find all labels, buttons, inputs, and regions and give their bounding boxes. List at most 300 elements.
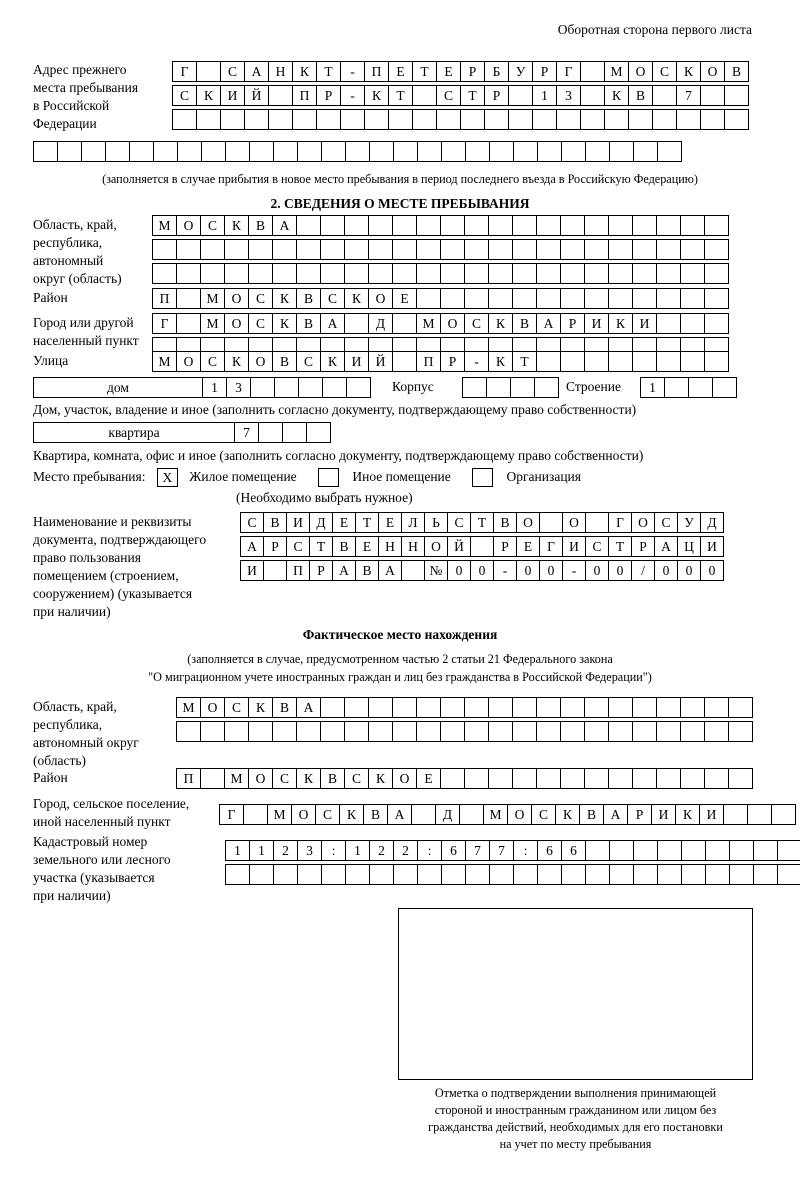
char-cell[interactable] xyxy=(632,263,657,284)
char-cell[interactable]: М xyxy=(224,768,249,789)
char-cell[interactable]: Т xyxy=(412,61,437,82)
char-cell[interactable]: В xyxy=(296,313,321,334)
char-cell[interactable] xyxy=(560,215,585,236)
char-cell[interactable] xyxy=(460,109,485,130)
char-cell[interactable]: Й xyxy=(447,536,471,557)
char-cell[interactable]: К xyxy=(292,61,317,82)
char-cell[interactable]: О xyxy=(628,61,653,82)
char-cell[interactable]: И xyxy=(584,313,609,334)
char-cell[interactable] xyxy=(129,141,154,162)
char-cell[interactable] xyxy=(248,239,273,260)
char-cell[interactable] xyxy=(512,215,537,236)
char-cell[interactable] xyxy=(364,109,389,130)
char-cell[interactable]: С xyxy=(286,536,310,557)
char-cell[interactable] xyxy=(243,804,268,825)
char-cell[interactable] xyxy=(680,263,705,284)
char-cell[interactable] xyxy=(176,721,201,742)
char-cell[interactable]: С xyxy=(447,512,471,533)
char-cell[interactable] xyxy=(704,351,729,372)
char-cell[interactable]: М xyxy=(200,288,225,309)
char-cell[interactable]: Г xyxy=(539,536,563,557)
char-cell[interactable]: Т xyxy=(309,536,333,557)
char-cell[interactable] xyxy=(680,239,705,260)
char-cell[interactable] xyxy=(224,239,249,260)
char-cell[interactable]: О xyxy=(224,313,249,334)
char-cell[interactable] xyxy=(320,263,345,284)
char-cell[interactable] xyxy=(680,768,705,789)
section2-district-row[interactable] xyxy=(152,288,728,309)
char-cell[interactable]: 2 xyxy=(369,840,394,861)
char-cell[interactable] xyxy=(176,288,201,309)
char-cell[interactable] xyxy=(632,768,657,789)
char-cell[interactable] xyxy=(728,697,753,718)
char-cell[interactable]: 1 xyxy=(532,85,557,106)
char-cell[interactable] xyxy=(680,313,705,334)
char-cell[interactable] xyxy=(368,721,393,742)
char-cell[interactable] xyxy=(608,721,633,742)
char-cell[interactable] xyxy=(462,377,487,398)
char-cell[interactable] xyxy=(392,313,417,334)
char-cell[interactable]: Е xyxy=(516,536,540,557)
char-cell[interactable]: 2 xyxy=(273,840,298,861)
char-cell[interactable] xyxy=(401,560,425,581)
char-cell[interactable]: Ц xyxy=(677,536,701,557)
char-cell[interactable]: Н xyxy=(378,536,402,557)
char-cell[interactable] xyxy=(440,697,465,718)
char-cell[interactable]: 3 xyxy=(297,840,322,861)
char-cell[interactable]: Р xyxy=(440,351,465,372)
char-cell[interactable] xyxy=(704,263,729,284)
char-cell[interactable] xyxy=(464,215,489,236)
char-cell[interactable] xyxy=(536,768,561,789)
char-cell[interactable] xyxy=(224,721,249,742)
char-cell[interactable]: А xyxy=(332,560,356,581)
char-cell[interactable]: К xyxy=(555,804,580,825)
char-cell[interactable] xyxy=(465,864,490,885)
char-cell[interactable]: Е xyxy=(416,768,441,789)
char-cell[interactable] xyxy=(512,768,537,789)
char-cell[interactable] xyxy=(656,239,681,260)
char-cell[interactable] xyxy=(656,313,681,334)
char-cell[interactable]: С xyxy=(272,768,297,789)
char-cell[interactable] xyxy=(320,697,345,718)
char-cell[interactable]: Ь xyxy=(424,512,448,533)
char-cell[interactable]: Р xyxy=(560,313,585,334)
char-cell[interactable] xyxy=(633,864,658,885)
char-cell[interactable] xyxy=(704,721,729,742)
char-cell[interactable] xyxy=(771,804,796,825)
char-cell[interactable] xyxy=(392,721,417,742)
char-cell[interactable] xyxy=(392,351,417,372)
char-cell[interactable] xyxy=(681,840,706,861)
char-cell[interactable]: С xyxy=(585,536,609,557)
char-cell[interactable]: К xyxy=(364,85,389,106)
char-cell[interactable] xyxy=(580,109,605,130)
char-cell[interactable]: - xyxy=(493,560,517,581)
char-cell[interactable]: А xyxy=(272,215,297,236)
char-cell[interactable]: : xyxy=(321,840,346,861)
char-cell[interactable] xyxy=(321,864,346,885)
char-cell[interactable]: А xyxy=(654,536,678,557)
char-cell[interactable]: 0 xyxy=(539,560,563,581)
char-cell[interactable] xyxy=(176,239,201,260)
char-cell[interactable] xyxy=(664,377,689,398)
char-cell[interactable] xyxy=(632,697,657,718)
char-cell[interactable] xyxy=(609,141,634,162)
stamp-area[interactable] xyxy=(398,908,753,1080)
char-cell[interactable] xyxy=(249,141,274,162)
char-cell[interactable]: К xyxy=(272,288,297,309)
char-cell[interactable] xyxy=(584,239,609,260)
char-cell[interactable] xyxy=(513,864,538,885)
char-cell[interactable] xyxy=(268,109,293,130)
char-cell[interactable] xyxy=(244,109,269,130)
char-cell[interactable]: О xyxy=(562,512,586,533)
char-cell[interactable]: 3 xyxy=(226,377,251,398)
char-cell[interactable] xyxy=(200,263,225,284)
char-cell[interactable]: С xyxy=(172,85,197,106)
char-cell[interactable] xyxy=(436,109,461,130)
char-cell[interactable] xyxy=(464,263,489,284)
char-cell[interactable]: П xyxy=(152,288,177,309)
char-cell[interactable] xyxy=(560,239,585,260)
char-cell[interactable] xyxy=(320,215,345,236)
char-cell[interactable] xyxy=(297,864,322,885)
char-cell[interactable]: - xyxy=(562,560,586,581)
char-cell[interactable] xyxy=(224,263,249,284)
char-cell[interactable] xyxy=(652,85,677,106)
char-cell[interactable] xyxy=(777,840,800,861)
char-cell[interactable] xyxy=(250,377,275,398)
char-cell[interactable]: К xyxy=(676,61,701,82)
char-cell[interactable] xyxy=(536,697,561,718)
char-cell[interactable] xyxy=(416,721,441,742)
char-cell[interactable] xyxy=(508,85,533,106)
section2-street-row[interactable] xyxy=(152,351,728,372)
char-cell[interactable] xyxy=(580,61,605,82)
char-cell[interactable] xyxy=(633,141,658,162)
char-cell[interactable]: А xyxy=(240,536,264,557)
char-cell[interactable] xyxy=(344,721,369,742)
char-cell[interactable]: Б xyxy=(484,61,509,82)
char-cell[interactable]: О xyxy=(248,768,273,789)
char-cell[interactable]: Н xyxy=(401,536,425,557)
char-cell[interactable] xyxy=(700,85,725,106)
char-cell[interactable]: Г xyxy=(556,61,581,82)
actual-region-row-2[interactable] xyxy=(176,721,752,742)
char-cell[interactable] xyxy=(604,109,629,130)
char-cell[interactable] xyxy=(416,215,441,236)
char-cell[interactable]: М xyxy=(483,804,508,825)
char-cell[interactable] xyxy=(388,109,413,130)
char-cell[interactable] xyxy=(440,215,465,236)
char-cell[interactable]: С xyxy=(654,512,678,533)
char-cell[interactable]: В xyxy=(332,536,356,557)
char-cell[interactable]: 1 xyxy=(202,377,227,398)
char-cell[interactable]: Г xyxy=(608,512,632,533)
char-cell[interactable]: 7 xyxy=(234,422,259,443)
char-cell[interactable] xyxy=(632,721,657,742)
char-cell[interactable] xyxy=(249,864,274,885)
char-cell[interactable] xyxy=(704,288,729,309)
char-cell[interactable] xyxy=(584,263,609,284)
char-cell[interactable]: № xyxy=(424,560,448,581)
char-cell[interactable] xyxy=(441,864,466,885)
char-cell[interactable]: 0 xyxy=(700,560,724,581)
char-cell[interactable] xyxy=(608,263,633,284)
char-cell[interactable] xyxy=(345,864,370,885)
stroenie-cells[interactable] xyxy=(640,377,736,398)
section2-region-row-1[interactable] xyxy=(152,215,728,236)
char-cell[interactable] xyxy=(412,109,437,130)
char-cell[interactable]: П xyxy=(176,768,201,789)
char-cell[interactable] xyxy=(322,377,347,398)
char-cell[interactable]: Д xyxy=(435,804,460,825)
char-cell[interactable]: Р xyxy=(263,536,287,557)
char-cell[interactable] xyxy=(488,263,513,284)
char-cell[interactable] xyxy=(704,239,729,260)
char-cell[interactable]: С xyxy=(240,512,264,533)
char-cell[interactable] xyxy=(172,109,197,130)
char-cell[interactable] xyxy=(225,864,250,885)
char-cell[interactable] xyxy=(416,288,441,309)
char-cell[interactable] xyxy=(632,351,657,372)
char-cell[interactable]: С xyxy=(296,351,321,372)
char-cell[interactable]: Р xyxy=(493,536,517,557)
char-cell[interactable] xyxy=(464,239,489,260)
char-cell[interactable] xyxy=(296,239,321,260)
char-cell[interactable] xyxy=(200,721,225,742)
char-cell[interactable] xyxy=(220,109,245,130)
char-cell[interactable]: А xyxy=(320,313,345,334)
char-cell[interactable] xyxy=(657,864,682,885)
char-cell[interactable] xyxy=(345,141,370,162)
char-cell[interactable] xyxy=(536,239,561,260)
char-cell[interactable]: К xyxy=(296,768,321,789)
char-cell[interactable]: И xyxy=(651,804,676,825)
prev-address-row-3[interactable] xyxy=(172,109,748,130)
char-cell[interactable] xyxy=(416,263,441,284)
char-cell[interactable] xyxy=(656,697,681,718)
char-cell[interactable]: В xyxy=(248,215,273,236)
char-cell[interactable] xyxy=(608,768,633,789)
char-cell[interactable] xyxy=(657,840,682,861)
char-cell[interactable]: 0 xyxy=(677,560,701,581)
char-cell[interactable]: П xyxy=(416,351,441,372)
char-cell[interactable] xyxy=(560,351,585,372)
cadastral-row-2[interactable] xyxy=(225,864,800,885)
char-cell[interactable] xyxy=(470,536,494,557)
char-cell[interactable] xyxy=(368,263,393,284)
char-cell[interactable] xyxy=(321,141,346,162)
char-cell[interactable]: - xyxy=(340,61,365,82)
char-cell[interactable]: Й xyxy=(368,351,393,372)
char-cell[interactable] xyxy=(368,239,393,260)
char-cell[interactable] xyxy=(724,109,749,130)
char-cell[interactable]: : xyxy=(513,840,538,861)
char-cell[interactable] xyxy=(512,263,537,284)
char-cell[interactable]: Р xyxy=(627,804,652,825)
char-cell[interactable] xyxy=(488,215,513,236)
char-cell[interactable] xyxy=(200,768,225,789)
char-cell[interactable]: О xyxy=(631,512,655,533)
char-cell[interactable] xyxy=(344,313,369,334)
char-cell[interactable] xyxy=(747,804,772,825)
char-cell[interactable] xyxy=(176,313,201,334)
char-cell[interactable]: Й xyxy=(244,85,269,106)
char-cell[interactable] xyxy=(248,263,273,284)
char-cell[interactable]: С xyxy=(320,288,345,309)
char-cell[interactable] xyxy=(704,768,729,789)
char-cell[interactable]: К xyxy=(224,215,249,236)
char-cell[interactable]: Г xyxy=(172,61,197,82)
flat-cells[interactable] xyxy=(234,422,330,443)
char-cell[interactable]: О xyxy=(200,697,225,718)
char-cell[interactable] xyxy=(704,313,729,334)
char-cell[interactable] xyxy=(656,721,681,742)
char-cell[interactable] xyxy=(392,697,417,718)
char-cell[interactable]: 7 xyxy=(489,840,514,861)
char-cell[interactable]: А xyxy=(296,697,321,718)
char-cell[interactable]: Д xyxy=(700,512,724,533)
checkbox-organization[interactable] xyxy=(472,468,493,487)
char-cell[interactable]: Л xyxy=(401,512,425,533)
char-cell[interactable] xyxy=(753,840,778,861)
char-cell[interactable] xyxy=(508,109,533,130)
char-cell[interactable]: С xyxy=(344,768,369,789)
char-cell[interactable]: М xyxy=(152,351,177,372)
char-cell[interactable]: С xyxy=(464,313,489,334)
char-cell[interactable]: С xyxy=(224,697,249,718)
char-cell[interactable]: 1 xyxy=(640,377,665,398)
char-cell[interactable]: И xyxy=(699,804,724,825)
char-cell[interactable] xyxy=(282,422,307,443)
char-cell[interactable]: В xyxy=(272,351,297,372)
char-cell[interactable] xyxy=(296,721,321,742)
char-cell[interactable] xyxy=(705,864,730,885)
char-cell[interactable] xyxy=(273,141,298,162)
char-cell[interactable] xyxy=(368,697,393,718)
char-cell[interactable]: О xyxy=(516,512,540,533)
char-cell[interactable] xyxy=(560,697,585,718)
char-cell[interactable]: Н xyxy=(268,61,293,82)
char-cell[interactable]: В xyxy=(363,804,388,825)
char-cell[interactable]: Г xyxy=(219,804,244,825)
char-cell[interactable]: О xyxy=(440,313,465,334)
char-cell[interactable] xyxy=(532,109,557,130)
char-cell[interactable]: 0 xyxy=(470,560,494,581)
char-cell[interactable]: А xyxy=(536,313,561,334)
char-cell[interactable] xyxy=(656,288,681,309)
char-cell[interactable] xyxy=(392,263,417,284)
char-cell[interactable] xyxy=(440,239,465,260)
char-cell[interactable]: Т xyxy=(512,351,537,372)
char-cell[interactable] xyxy=(632,215,657,236)
char-cell[interactable] xyxy=(680,215,705,236)
char-cell[interactable] xyxy=(344,215,369,236)
char-cell[interactable]: К xyxy=(224,351,249,372)
char-cell[interactable] xyxy=(440,768,465,789)
doc-row-3[interactable] xyxy=(240,560,723,581)
char-cell[interactable] xyxy=(560,288,585,309)
char-cell[interactable] xyxy=(176,263,201,284)
char-cell[interactable]: М xyxy=(152,215,177,236)
char-cell[interactable] xyxy=(440,263,465,284)
char-cell[interactable]: И xyxy=(286,512,310,533)
char-cell[interactable] xyxy=(417,864,442,885)
char-cell[interactable]: Р xyxy=(532,61,557,82)
cadastral-row-1[interactable] xyxy=(225,840,800,861)
char-cell[interactable] xyxy=(537,141,562,162)
char-cell[interactable] xyxy=(724,85,749,106)
char-cell[interactable] xyxy=(628,109,653,130)
char-cell[interactable] xyxy=(584,351,609,372)
char-cell[interactable] xyxy=(344,263,369,284)
char-cell[interactable]: С xyxy=(652,61,677,82)
char-cell[interactable] xyxy=(297,141,322,162)
char-cell[interactable]: С xyxy=(315,804,340,825)
char-cell[interactable] xyxy=(292,109,317,130)
char-cell[interactable] xyxy=(440,288,465,309)
char-cell[interactable] xyxy=(584,721,609,742)
char-cell[interactable]: О xyxy=(700,61,725,82)
char-cell[interactable] xyxy=(681,864,706,885)
prev-address-row-2[interactable] xyxy=(172,85,748,106)
char-cell[interactable] xyxy=(392,215,417,236)
char-cell[interactable] xyxy=(393,864,418,885)
char-cell[interactable] xyxy=(676,109,701,130)
char-cell[interactable] xyxy=(344,697,369,718)
char-cell[interactable]: О xyxy=(176,215,201,236)
char-cell[interactable]: О xyxy=(176,351,201,372)
char-cell[interactable] xyxy=(464,721,489,742)
char-cell[interactable]: О xyxy=(224,288,249,309)
char-cell[interactable] xyxy=(441,141,466,162)
char-cell[interactable]: М xyxy=(604,61,629,82)
char-cell[interactable] xyxy=(346,377,371,398)
char-cell[interactable]: 2 xyxy=(393,840,418,861)
char-cell[interactable] xyxy=(585,141,610,162)
char-cell[interactable]: Р xyxy=(484,85,509,106)
char-cell[interactable]: А xyxy=(603,804,628,825)
char-cell[interactable] xyxy=(700,109,725,130)
char-cell[interactable] xyxy=(680,697,705,718)
char-cell[interactable] xyxy=(705,840,730,861)
char-cell[interactable]: Р xyxy=(316,85,341,106)
char-cell[interactable] xyxy=(464,288,489,309)
char-cell[interactable] xyxy=(632,239,657,260)
char-cell[interactable]: К xyxy=(320,351,345,372)
char-cell[interactable] xyxy=(272,239,297,260)
char-cell[interactable]: / xyxy=(631,560,655,581)
char-cell[interactable] xyxy=(416,697,441,718)
char-cell[interactable]: Е xyxy=(392,288,417,309)
char-cell[interactable] xyxy=(273,864,298,885)
char-cell[interactable] xyxy=(225,141,250,162)
char-cell[interactable] xyxy=(680,351,705,372)
char-cell[interactable] xyxy=(536,215,561,236)
char-cell[interactable]: Е xyxy=(378,512,402,533)
char-cell[interactable] xyxy=(200,239,225,260)
char-cell[interactable] xyxy=(729,840,754,861)
char-cell[interactable] xyxy=(320,239,345,260)
char-cell[interactable] xyxy=(484,109,509,130)
char-cell[interactable] xyxy=(537,864,562,885)
char-cell[interactable]: И xyxy=(220,85,245,106)
char-cell[interactable] xyxy=(753,864,778,885)
char-cell[interactable]: П xyxy=(286,560,310,581)
char-cell[interactable] xyxy=(510,377,535,398)
